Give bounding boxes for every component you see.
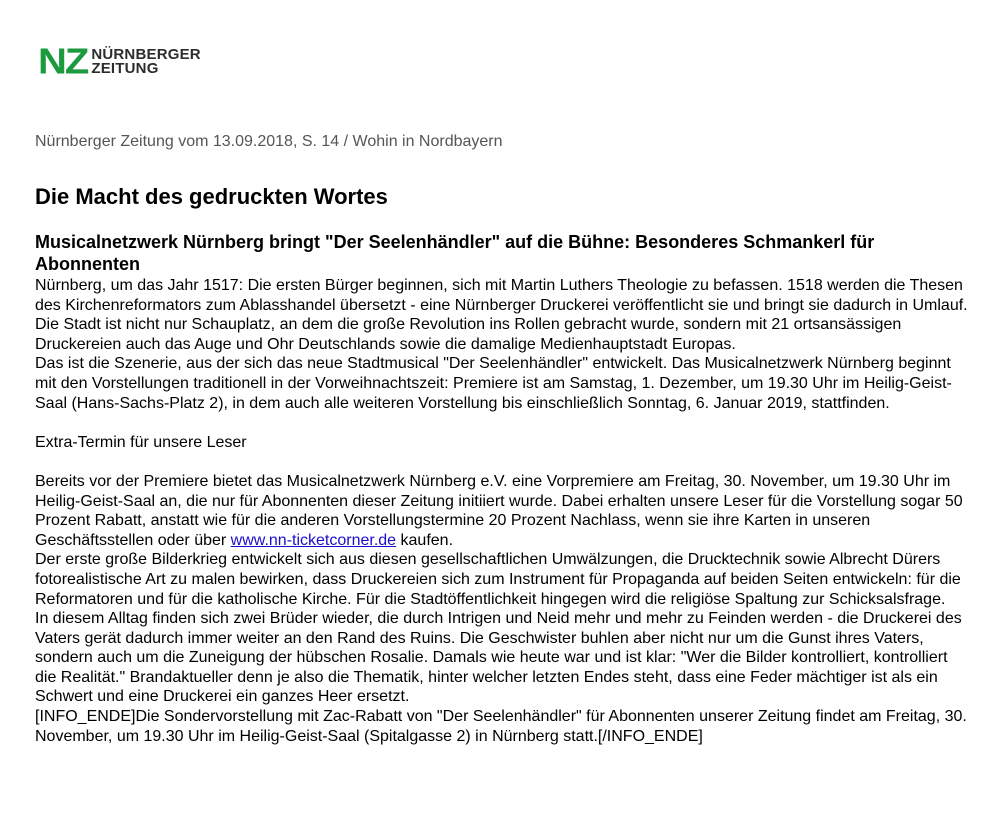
section-heading-extra-termin: Extra-Termin für unsere Leser	[35, 433, 247, 451]
paragraph-bilderkrieg: Der erste große Bilderkrieg entwickelt sich aus diesen gesellschaftlichen Umwälzungen, die Drucktechnik sowie Albrecht Dürers fotorealistische Art zu malen bewirken, dass Druckereien sich zum Instrument für Propaganda auf beiden Seiten entwickeln: für die Reformatoren und für die katholische Kirche. Für die Stadtöffentlichkeit hingegen wird die religiöse Spaltung zur Schicksalsfrage.	[35, 551, 961, 608]
paragraph-intro: Nürnberg, um das Jahr 1517: Die ersten Bürger beginnen, sich mit Martin Luthers Theologie zu befassen. 1518 werden die Thesen des Kirchenreformators zum Ablasshandel übersetzt - eine Nürnberger Druckerei veröffentlicht sie und bringt sie dadurch in Umlauf. Die Stadt ist nicht nur Schauplatz, an dem die große Revolution ins Rollen gebracht wurde, sondern mit 21 ortsansässigen Druckereien auch das Auge und Ohr Deutschlands sowie die damalige Medienhauptstadt Europas.	[35, 277, 968, 353]
logo-line-1: NÜRNBERGER	[91, 46, 201, 63]
logo-mark: NZ	[38, 42, 88, 82]
article-headline: Die Macht des gedruckten Wortes	[35, 184, 388, 209]
article-body	[35, 276, 970, 746]
newspaper-logo	[38, 44, 201, 80]
paragraph-plot: In diesem Alltag finden sich zwei Brüder wieder, die durch Intrigen und Neid mehr und mehr zu Feinden werden - die Druckerei des Vaters gerät dadurch immer weiter an den Rand des Ruins. Die Geschwister buhlen aber nicht nur um die Gunst ihres Vaters, sondern auch um die Zuneigung der hübschen Rosalie. Damals wie heute war und ist klar: "Wer die Bilder kontrolliert, kontrolliert die Realität." Brandaktueller denn je also die Thematik, hinter welcher letzten Endes steht, dass eine Feder mächtiger ist als ein Schwert und eine Druckerei ein ganzes Heer ersetzt.	[35, 610, 962, 706]
paragraph-preview-tail: kaufen.	[396, 531, 454, 549]
paragraph-info-box: [INFO_ENDE]Die Sondervorstellung mit Zac-Rabatt von "Der Seelenhändler" für Abonnenten unserer Zeitung findet am Freitag, 30. November, um 19.30 Uhr im Heilig-Geist-Saal (Spitalgasse 2) in Nürnberg statt.[/INFO_ENDE]	[35, 708, 967, 745]
ticketcorner-link[interactable]: www.nn-ticketcorner.de	[230, 531, 397, 549]
paragraph-scenery: Das ist die Szenerie, aus der sich das neue Stadtmusical "Der Seelenhändler" entwickelt. Das Musicalnetzwerk Nürnberg beginnt mit den Vorstellungen traditionell in der Vorweihnachtszeit: Premiere ist am Samstag, 1. Dezember, um 19.30 Uhr im Heilig-Geist-Saal (Hans-Sachs-Platz 2), in dem auch alle weiteren Vorstellung bis einschließlich Sonntag, 6. Januar 2019, stattfinden.	[35, 355, 952, 412]
logo-wordmark	[91, 48, 201, 76]
paragraph-preview-text: Bereits vor der Premiere bietet das Musicalnetzwerk Nürnberg e.V. eine Vorpremiere am Freitag, 30. November, um 19.30 Uhr im Heilig-Geist-Saal an, die nur für Abonnenten dieser Zeitung initiiert wurde. Dabei erhalten unsere Leser für die Vorstellung sogar 50 Prozent Rabatt, anstatt wie für die anderen Vorstellungstermine 20 Prozent Nachlass, wenn sie ihre Karten in unseren Geschäftsstellen oder über	[35, 472, 963, 549]
publication-dateline: Nürnberger Zeitung vom 13.09.2018, S. 14 / Wohin in Nordbayern	[35, 133, 503, 150]
paragraph-spacer	[35, 452, 970, 472]
paragraph-preview-offer	[35, 472, 970, 550]
paragraph-spacer	[35, 413, 970, 433]
logo-line-2: ZEITUNG	[91, 60, 159, 77]
article-subheadline: Musicalnetzwerk Nürnberg bringt "Der Seelenhändler" auf die Bühne: Besonderes Schmankerl für Abonnenten	[35, 232, 875, 274]
